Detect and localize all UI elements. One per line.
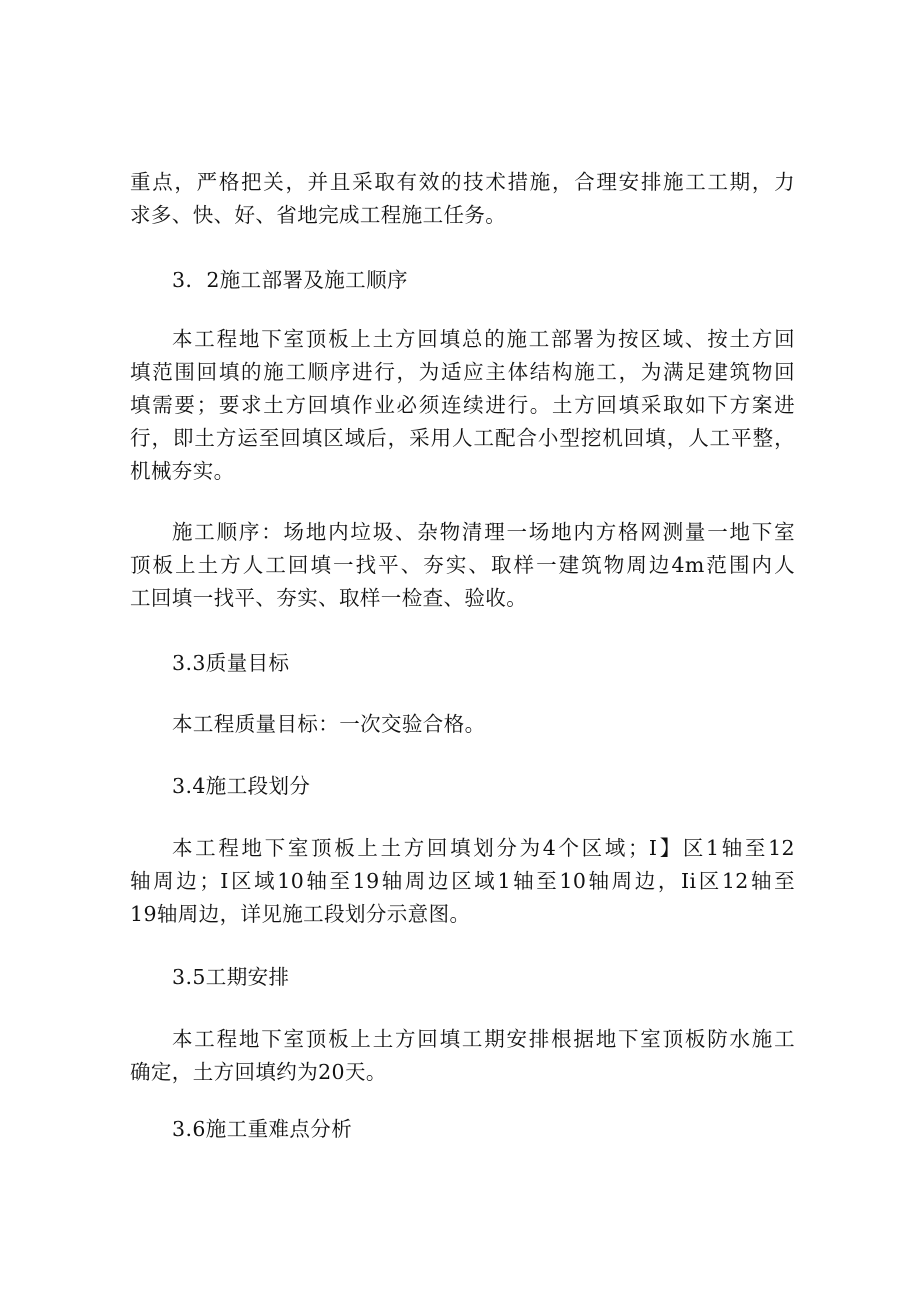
section-heading-3-5	[130, 961, 837, 994]
text-line: 本工程质量目标：一次交验合格。	[172, 712, 486, 736]
paragraph-sections	[130, 832, 795, 931]
text-line: 行，即土方运至回填区域后，采用人工配合小型挖机回填，人工平整，	[130, 426, 795, 450]
heading-text: 3.6施工重难点分析	[172, 1117, 353, 1141]
paragraph-schedule	[130, 1023, 795, 1089]
text-line: 施工顺序：场地内垃圾、杂物清理一场地内方格网测量一地下室	[172, 520, 795, 544]
section-heading-3-2	[130, 264, 837, 297]
section-heading-3-4	[130, 770, 837, 803]
text-line: 顶板上土方人工回填一找平、夯实、取样一建筑物周边4m范围内人	[130, 553, 795, 577]
text-line: 本工程地下室顶板上土方回填总的施工部署为按区域、按土方回	[172, 327, 795, 351]
text-line: 本工程地下室顶板上土方回填工期安排根据地下室顶板防水施工	[172, 1027, 795, 1051]
paragraph-intro-continued	[130, 166, 795, 232]
text-line: 本工程地下室顶板上土方回填划分为4个区域；I】区1轴至12	[172, 836, 795, 860]
heading-text: 3.5工期安排	[172, 965, 290, 989]
text-line: 填范围回填的施工顺序进行，为适应主体结构施工，为满足建筑物回	[130, 360, 795, 384]
text-line: 填需要；要求土方回填作业必须连续进行。土方回填采取如下方案进	[130, 393, 795, 417]
paragraph-quality	[130, 708, 837, 741]
section-heading-3-6	[130, 1113, 837, 1146]
paragraph-deployment	[130, 323, 795, 488]
text-line: 19轴周边，详见施工段划分示意图。	[130, 902, 471, 926]
paragraph-sequence	[130, 516, 795, 615]
section-heading-3-3	[130, 647, 837, 680]
heading-text: 3.3质量目标	[172, 651, 290, 675]
text-line: 机械夯实。	[130, 459, 235, 483]
text-line: 求多、快、好、省地完成工程施工任务。	[130, 203, 507, 227]
text-line: 确定，土方回填约为20天。	[130, 1060, 387, 1084]
heading-text: 3.4施工段划分	[172, 774, 311, 798]
text-line: 重点，严格把关，并且采取有效的技术措施，合理安排施工工期，力	[130, 170, 795, 194]
text-line: 轴周边；I区域10轴至19轴周边区域1轴至10轴周边，Ii区12轴至	[130, 869, 795, 893]
text-line: 工回填一找平、夯实、取样一检查、验收。	[130, 586, 528, 610]
heading-text: 3．2施工部署及施工顺序	[172, 268, 408, 292]
